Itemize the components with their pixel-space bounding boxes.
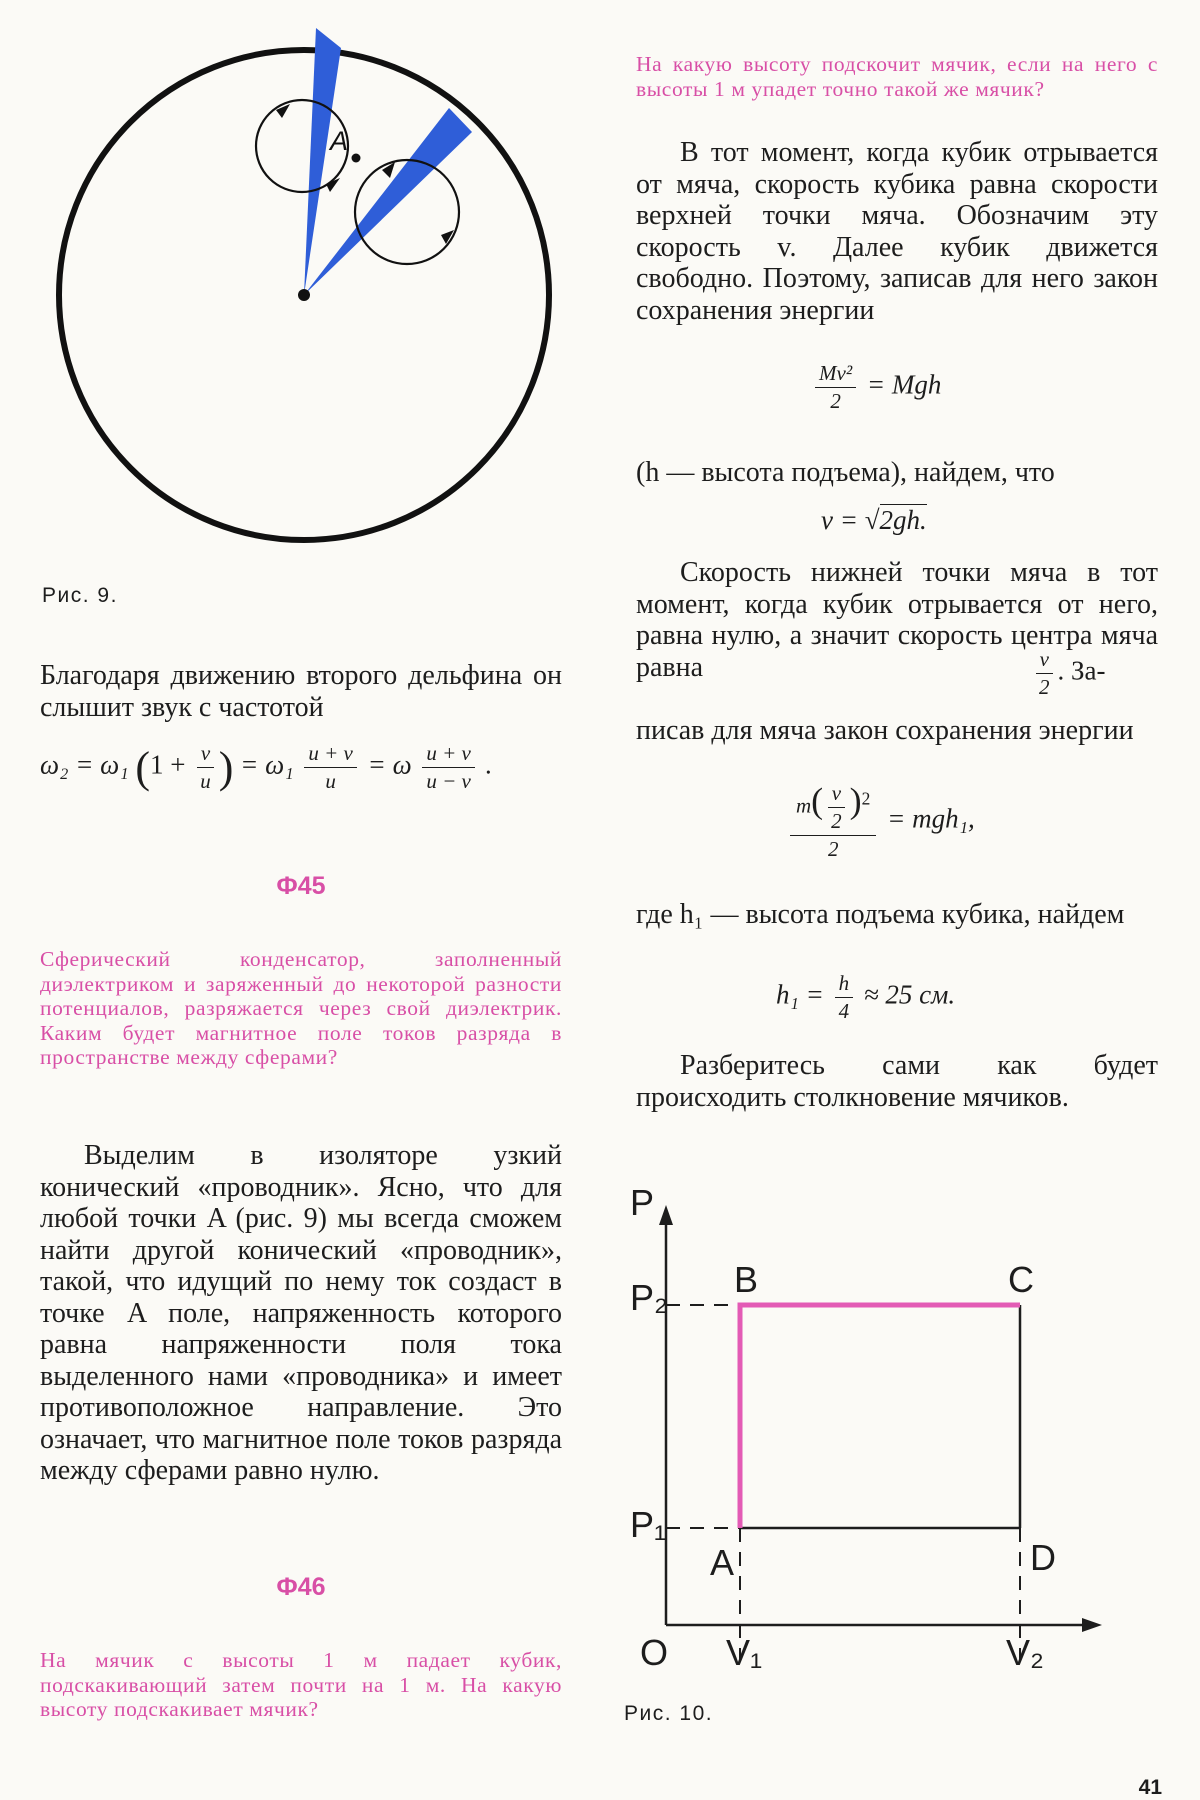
formula-part: ω₂ = ω₁ bbox=[40, 749, 129, 780]
formula-v-sqrt bbox=[821, 505, 927, 536]
formula-part: . За- bbox=[1057, 655, 1106, 686]
sqrt-arg: 2gh. bbox=[879, 505, 927, 535]
exponent: 2 bbox=[861, 788, 871, 809]
label-v2: V₂ bbox=[1006, 1632, 1044, 1673]
problem-f45-statement: Сферический конденсатор, заполненный диэлектриком и заряженный до некоторой разности потенциалов, разряжается через свой диэлектрик. Каким будет магнитное поле токов разряда в пространстве между сферами? bbox=[40, 947, 562, 1069]
sqrt-sign: √ bbox=[864, 505, 880, 535]
paragraph-ball-speed: Скорость нижней точки мяча в тот момент, когда кубик отрывается от него, равна нулю, а значит скорость центра мяча равна bbox=[636, 557, 1158, 683]
label-c: C bbox=[1008, 1259, 1034, 1300]
point-a-marker bbox=[352, 154, 361, 163]
process-path-abc bbox=[740, 1305, 1020, 1528]
formula-v-half bbox=[1031, 646, 1106, 701]
formula-part: ≈ 25 см. bbox=[863, 979, 956, 1010]
label-o: O bbox=[640, 1632, 669, 1673]
formula-h1 bbox=[776, 970, 955, 1025]
problem-heading-f45: Ф45 bbox=[276, 872, 326, 900]
problem-f46-extra: На какую высоту подскочит мячик, если на него с высоты 1 м упадет точно такой же мячик? bbox=[636, 52, 1158, 101]
formula-part: 1 + bbox=[150, 749, 186, 780]
formula-energy-cube bbox=[811, 360, 941, 415]
frac-num: v bbox=[1036, 646, 1053, 674]
problem-heading-f46: Ф46 bbox=[276, 1573, 326, 1601]
formula-omega2: ω₂ = ω₁ (1 + $\frac{v}{u}$ ) = ω₁ $\frac{u + v}{u}$ = ω $\frac{u + v}{u - v}$ . bbox=[40, 741, 493, 793]
label-p1: P₁ bbox=[630, 1504, 667, 1545]
frac-den: 2 bbox=[831, 809, 842, 833]
paragraph-collision: Разберитесь сами как будет происходить столкновение мячиков. bbox=[636, 1050, 1158, 1113]
label-p: P bbox=[630, 1182, 655, 1223]
frac-den: 4 bbox=[838, 999, 850, 1023]
paragraph-doppler: Благодаря движению второго дельфина он слышит звук с частотой bbox=[40, 660, 562, 723]
formula-part: h₁ = bbox=[776, 979, 824, 1010]
label-p2: P₂ bbox=[630, 1277, 668, 1318]
formula-part: = ω₁ bbox=[240, 749, 294, 780]
figure-10-caption: Рис. 10. bbox=[624, 1702, 714, 1725]
label-d: D bbox=[1030, 1537, 1056, 1578]
label-a: A bbox=[710, 1542, 735, 1583]
frac-den: 2 bbox=[827, 837, 839, 861]
paragraph-h-height: (h — высота подъема), найдем, что bbox=[636, 457, 1055, 488]
frac-num: u + v bbox=[422, 740, 475, 768]
frac-num: v bbox=[197, 740, 214, 768]
formula-part: . bbox=[485, 749, 493, 780]
frac-num: Mv² bbox=[815, 360, 856, 388]
frac-den: 2 bbox=[830, 389, 841, 413]
p-axis-arrow bbox=[659, 1205, 673, 1225]
frac-num: v bbox=[828, 780, 845, 808]
frac-den: u − v bbox=[426, 769, 471, 793]
figure-9 bbox=[50, 30, 580, 570]
frac-num: u + v bbox=[304, 740, 357, 768]
frac-den: u bbox=[325, 769, 336, 793]
frac-den: 2 bbox=[1039, 675, 1050, 699]
page-number: 41 bbox=[1138, 1776, 1162, 1799]
formula-part: v = bbox=[821, 505, 858, 535]
label-v1: V₁ bbox=[726, 1632, 763, 1673]
label-b: B bbox=[734, 1259, 759, 1300]
formula-part: = mgh₁, bbox=[887, 803, 975, 834]
figure-10-pv-diagram bbox=[620, 1165, 1140, 1677]
formula-part: m bbox=[796, 793, 812, 818]
center-point bbox=[298, 289, 310, 301]
formula-part: = Mgh bbox=[866, 369, 942, 400]
v-axis-arrow bbox=[1082, 1618, 1102, 1632]
frac-den: u bbox=[200, 769, 211, 793]
paragraph-h1: где h₁ — высота подъема кубика, найдем bbox=[636, 899, 1125, 930]
paragraph-f45-solution: Выделим в изоляторе узкий конический «проводник». Ясно, что для любой точки A (рис. 9) мы всегда сможем найти другой конический «проводник», такой, что идущий по нему ток создаст в точке A поле, напряженность которого равна напряженности поля тока выделенного нами «проводника» и имеет противоположное направление. Это означает, что магнитное поле токов разряда между сферами равно нулю. bbox=[40, 1140, 562, 1486]
formula-energy-ball: m( $\frac{v}{2}$ )$^2$ 2 = mgh₁, bbox=[786, 780, 975, 863]
formula-part: = ω bbox=[367, 749, 412, 780]
problem-f46-statement: На мячик с высоты 1 м падает кубик, подскакивающий затем почти на 1 м. На какую высоту подскакивает мячик? bbox=[40, 1648, 562, 1721]
point-a-label: A bbox=[330, 126, 349, 156]
paragraph-ball-energy: писав для мяча закон сохранения энергии bbox=[636, 715, 1134, 746]
paragraph-cube-energy: В тот момент, когда кубик отрывается от мяча, скорость кубика равна скорости верхней точки мяча. Обозначим эту скорость v. Далее кубик движется свободно. Поэтому, записав для него закон сохранения энергии bbox=[636, 137, 1158, 326]
figure-9-caption: Рис. 9. bbox=[42, 584, 118, 607]
frac-num: h bbox=[835, 970, 854, 998]
